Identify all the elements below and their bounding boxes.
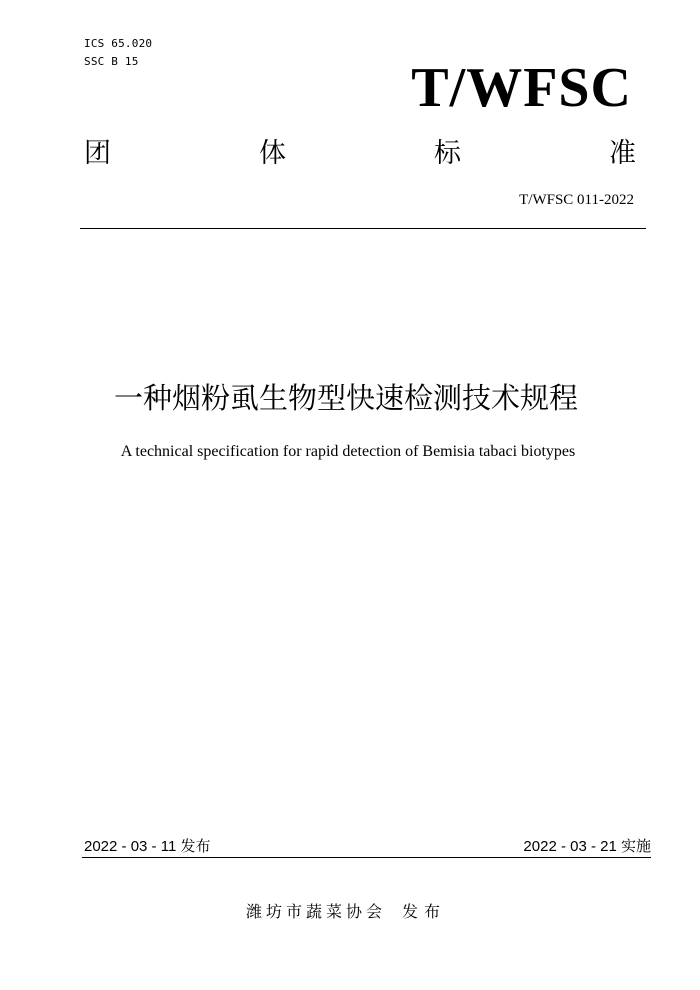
- publisher-action: 发布: [402, 902, 447, 921]
- organization-mark: T/WFSC: [411, 57, 632, 119]
- ssc-code: SSC B 15: [84, 55, 139, 68]
- standard-type-char: 准: [609, 138, 636, 169]
- document-title-english: A technical specification for rapid detection of Bemisia tabaci biotypes: [120, 443, 576, 460]
- issue-date: 2022 - 03 - 11 发布: [84, 838, 211, 855]
- standard-type-char: 标: [434, 138, 461, 169]
- standard-type-char: 团: [84, 138, 111, 169]
- publisher-name: 潍坊市蔬菜协会: [245, 902, 386, 921]
- header-divider: [80, 228, 646, 229]
- ics-code: ICS 65.020: [84, 37, 153, 50]
- document-title-chinese: 一种烟粉虱生物型快速检测技术规程: [113, 381, 578, 415]
- publisher-line: [0, 902, 700, 922]
- standard-type-char: 体: [259, 138, 286, 169]
- standard-number: T/WFSC 011-2022: [519, 192, 634, 208]
- effective-date: 2022 - 03 - 21 实施: [523, 838, 651, 855]
- standard-type-heading: [84, 138, 636, 170]
- footer-divider: [82, 857, 651, 858]
